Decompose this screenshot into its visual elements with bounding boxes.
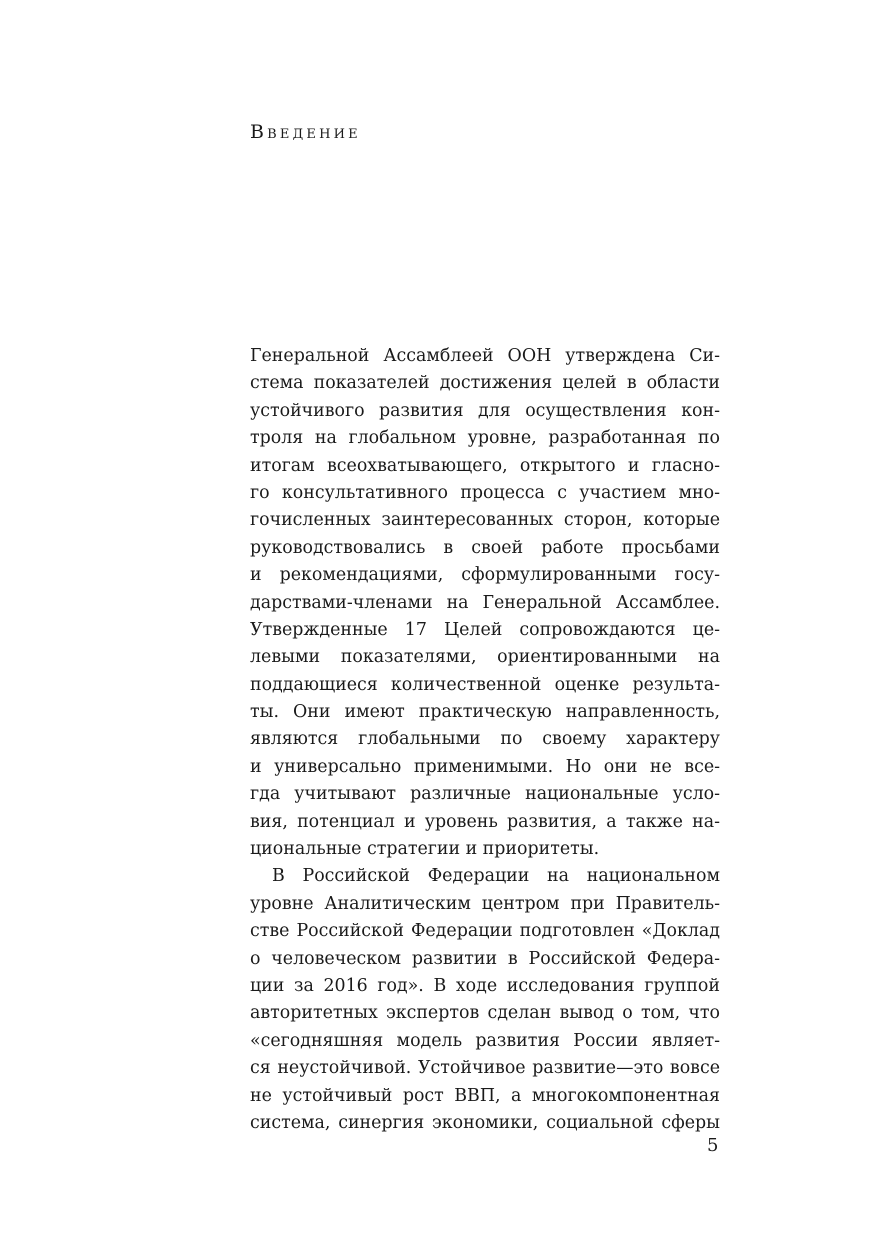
text-line: го консультативного процесса с участием мно-: [250, 482, 720, 503]
text-line: троля на глобальном уровне, разработанная по: [250, 428, 720, 449]
text-line: поддающиеся количественной оценке результа-: [250, 674, 720, 695]
text-line: гочисленных заинтересованных сторон, которые: [250, 510, 720, 531]
paragraph-2: [250, 863, 720, 1137]
text-line: дарствами-членами на Генеральной Ассамблее.: [250, 592, 720, 613]
text-line: левыми показателями, ориентированными на: [250, 647, 720, 668]
paragraph-1: [250, 343, 720, 863]
text-line: Утвержденные 17 Целей сопровождаются це-: [250, 619, 720, 640]
text-line: и универсально применимыми. Но они не все-: [250, 756, 720, 777]
text-line: ты. Они имеют практическую направленность,: [250, 702, 720, 723]
text-line: итогам всеохватывающего, открытого и гласно-: [250, 455, 720, 476]
text-line: циональные стратегии и приоритеты.: [250, 839, 600, 860]
text-line: Генеральной Ассамблеей ООН утверждена Си-: [250, 346, 720, 366]
text-line: ся неустойчивой. Устойчивое развитие—это вовсе: [250, 1058, 720, 1079]
text-line: стема показателей достижения целей в области: [250, 373, 720, 394]
text-line: являются глобальными по своему характеру: [250, 729, 720, 750]
text-line: стве Российской Федерации подготовлен «Доклад: [250, 921, 720, 942]
text-line: уровне Аналитическим центром при Правитель-: [250, 893, 720, 914]
text-line: и рекомендациями, сформулированными госу-: [250, 565, 720, 586]
text-line: не устойчивый рост ВВП, а многокомпонентная: [250, 1085, 720, 1106]
text-line: руководствовались в своей работе просьбами: [250, 537, 720, 558]
text-line: «сегодняшняя модель развития России являет-: [250, 1030, 720, 1051]
text-line: гда учитывают различные национальные усло-: [250, 784, 720, 805]
text-line: система, синергия экономики, социальной сферы: [250, 1112, 720, 1133]
page-number: 5: [707, 1135, 719, 1156]
text-line: о человеческом развитии в Российской Федера-: [250, 948, 720, 969]
text-line: В Российской Федерации на национальном: [272, 866, 720, 887]
text-line: авторитетных экспертов сделан вывод о том, что: [250, 1003, 720, 1024]
text-line: вия, потенциал и уровень развития, а также на-: [250, 811, 720, 832]
chapter-heading: Введение: [250, 121, 361, 143]
text-line: ции за 2016 год». В ходе исследования группой: [250, 975, 720, 996]
text-line: устойчивого развития для осуществления кон-: [250, 400, 720, 421]
body-text: [250, 343, 720, 1137]
